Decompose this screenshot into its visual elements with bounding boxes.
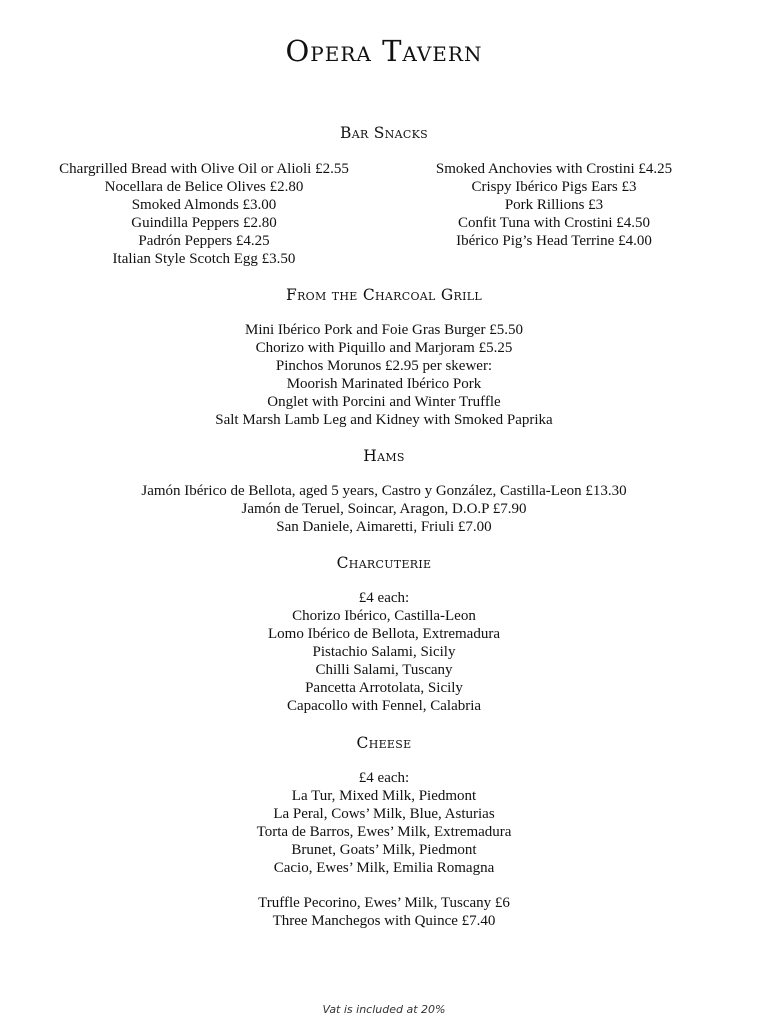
menu-item: £4 each: xyxy=(358,590,410,606)
menu-item: Chargrilled Bread with Olive Oil or Alioli £2.55 xyxy=(59,161,349,177)
menu-item: Mini Ibérico Pork and Foie Gras Burger £5.50 xyxy=(244,322,523,338)
bar-snacks-right-column xyxy=(362,160,746,250)
menu-item: Confit Tuna with Crostini £4.50 xyxy=(457,215,651,231)
menu-item: Pork Rillions £3 xyxy=(504,197,604,213)
bar-snacks-left-column xyxy=(12,160,396,268)
section-heading-bar-snacks: Bar Snacks xyxy=(340,124,428,142)
menu-item: Italian Style Scotch Egg £3.50 xyxy=(112,251,296,267)
menu-item: Nocellara de Belice Olives £2.80 xyxy=(104,179,304,195)
menu-item: Smoked Almonds £3.00 xyxy=(131,197,277,213)
menu-item: Pistachio Salami, Sicily xyxy=(312,644,456,660)
charcuterie-list xyxy=(0,589,768,715)
menu-item: Jamón Ibérico de Bellota, aged 5 years, Castro y González, Castilla-Leon £13.30 xyxy=(141,483,627,499)
menu-item: La Tur, Mixed Milk, Piedmont xyxy=(291,788,477,804)
menu-item: Onglet with Porcini and Winter Truffle xyxy=(267,394,501,410)
menu-item: Salt Marsh Lamb Leg and Kidney with Smoked Paprika xyxy=(215,412,553,428)
menu-item: La Peral, Cows’ Milk, Blue, Asturias xyxy=(273,806,495,822)
menu-item: Crispy Ibérico Pigs Ears £3 xyxy=(471,179,637,195)
menu-item: Lomo Ibérico de Bellota, Extremadura xyxy=(268,626,500,642)
menu-item: Torta de Barros, Ewes’ Milk, Extremadura xyxy=(256,824,512,840)
page-title: Opera Tavern xyxy=(285,34,483,68)
menu-item: £4 each: xyxy=(358,770,410,786)
section-heading-hams: Hams xyxy=(363,447,405,465)
menu-item: Chorizo Ibérico, Castilla-Leon xyxy=(292,608,476,624)
menu-item: Smoked Anchovies with Crostini £4.25 xyxy=(435,161,673,177)
menu-item: Chorizo with Piquillo and Marjoram £5.25 xyxy=(255,340,513,356)
menu-item: Truffle Pecorino, Ewes’ Milk, Tuscany £6 xyxy=(258,895,510,911)
hams-list xyxy=(0,482,768,536)
vat-note: Vat is included at 20% xyxy=(322,1003,446,1016)
menu-item: Chilli Salami, Tuscany xyxy=(315,662,453,678)
section-heading-charcuterie: Charcuterie xyxy=(336,554,432,572)
menu-item: Brunet, Goats’ Milk, Piedmont xyxy=(291,842,477,858)
cheese-extras-list xyxy=(0,894,768,930)
menu-item: Pinchos Morunos £2.95 per skewer: xyxy=(275,358,493,374)
menu-item: Three Manchegos with Quince £7.40 xyxy=(272,913,496,929)
menu-item: Pancetta Arrotolata, Sicily xyxy=(305,680,463,696)
menu-item: Jamón de Teruel, Soincar, Aragon, D.O.P £7.90 xyxy=(241,501,527,517)
menu-item: Moorish Marinated Ibérico Pork xyxy=(286,376,482,392)
section-heading-cheese: Cheese xyxy=(356,734,412,752)
menu-item: San Daniele, Aimaretti, Friuli £7.00 xyxy=(276,519,492,535)
grill-list xyxy=(0,321,768,429)
section-heading-grill: From the Charcoal Grill xyxy=(286,286,482,304)
menu-item: Cacio, Ewes’ Milk, Emilia Romagna xyxy=(273,860,495,876)
menu-item: Guindilla Peppers £2.80 xyxy=(131,215,277,231)
menu-item: Ibérico Pig’s Head Terrine £4.00 xyxy=(456,233,652,249)
menu-item: Padrón Peppers £4.25 xyxy=(138,233,270,249)
cheese-list xyxy=(0,769,768,877)
menu-item: Capacollo with Fennel, Calabria xyxy=(286,698,482,714)
